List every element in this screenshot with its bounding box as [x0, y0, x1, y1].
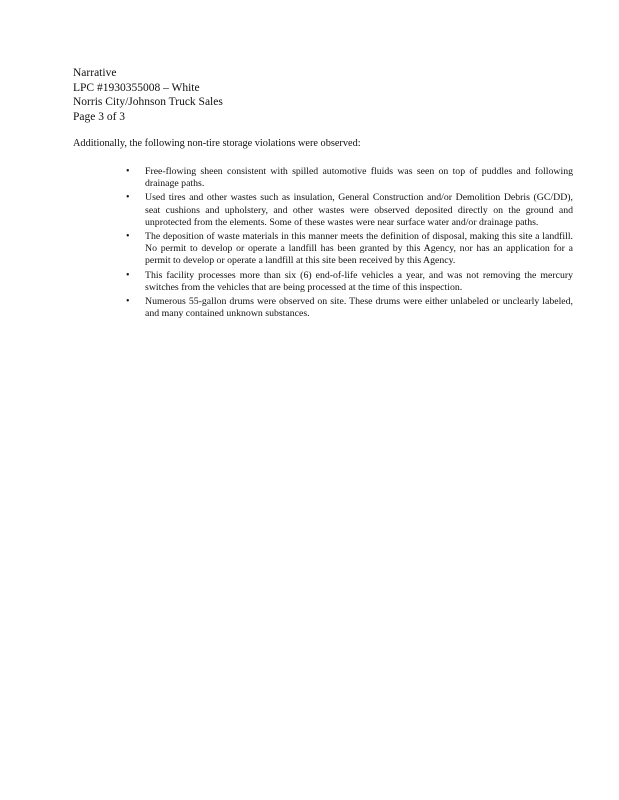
violation-text: This facility processes more than six (6) end-of-life vehicles a year, and was not removing the mercury switches from the vehicles that are being processed at the time of this inspection. [145, 269, 573, 293]
violation-text: The deposition of waste materials in this manner meets the definition of disposal, making this site a landfill. No permit to develop or operate a landfill has been granted by this Agency, nor has an application for a permit to develop or operate a landfill at this site been received by this Agency. [145, 231, 573, 267]
bullet-icon: • [126, 296, 130, 308]
narrative-header [73, 66, 223, 124]
bullet-icon: • [126, 231, 130, 243]
header-lpc-number: LPC #1930355008 – White [73, 81, 200, 94]
bullet-icon: • [126, 192, 130, 204]
header-site-name: Norris City/Johnson Truck Sales [73, 96, 223, 108]
list-item [126, 192, 573, 229]
violation-text: Numerous 55-gallon drums were observed on site. These drums were either unlabeled or unclearly labeled, and many contained unknown substances. [145, 296, 573, 320]
list-item [126, 231, 573, 268]
intro-paragraph: Additionally, the following non-tire storage violations were observed: [73, 138, 361, 149]
violation-text: Free-flowing sheen consistent with spilled automotive fluids was seen on top of puddles and following drainage paths. [145, 166, 573, 190]
header-title: Narrative [73, 67, 117, 79]
list-item [126, 296, 573, 320]
list-item [126, 269, 573, 294]
list-item [126, 166, 573, 190]
violations-list [126, 166, 573, 322]
bullet-icon: • [126, 269, 130, 281]
header-page-number: Page 3 of 3 [73, 110, 126, 123]
bullet-icon: • [126, 166, 130, 177]
violation-text: Used tires and other wastes such as insulation, General Construction and/or Demolition Debris (GC/DD), seat cushions and upholstery, and other wastes were observed deposited directly on the ground and unprotected from the elements. Some of these wastes were near surface water and/or drainage paths. [145, 192, 573, 228]
